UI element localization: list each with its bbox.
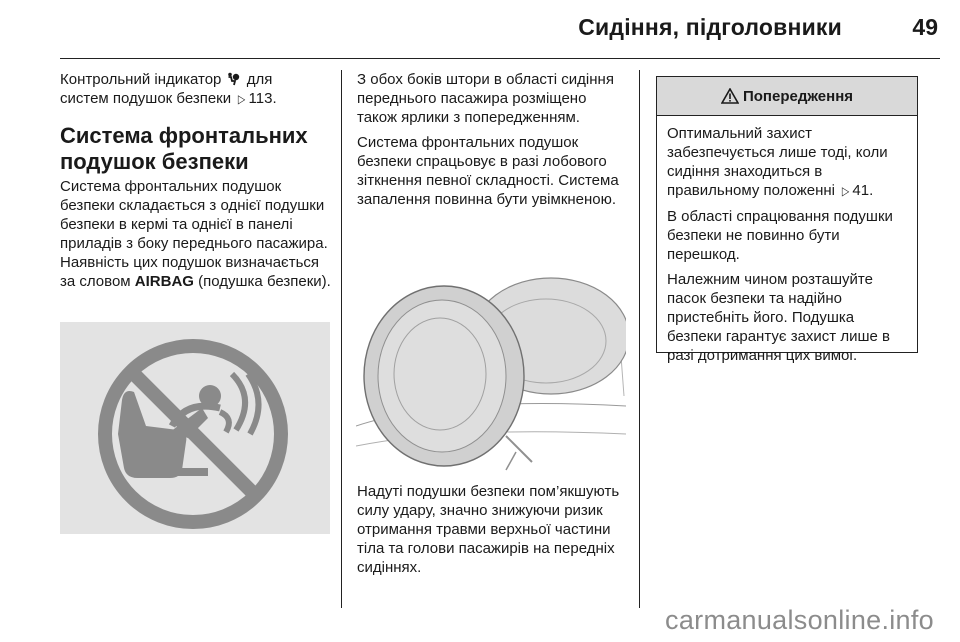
indicator-text-after: для [246,71,273,88]
warning-triangle-icon [721,88,739,104]
indicator-paragraph [60,70,332,109]
ref-arrow-icon: ▷ [238,92,246,106]
front-airbags-text: Система фронтальних подушок безпеки складається з однієї подушки безпеки в кермі та однієї в панелі приладів з боку переднього пасажира. Наявність цих подушок визначається за словом [60,178,328,290]
header-rule [60,58,940,59]
page-number: 49 [912,14,938,40]
warning-paragraph-3: Належним чином розташуйте пасок безпеки та надійно пристебніть його. Подушка безпеки гарантує захист лише в разі дотримання цих вимог. [667,271,890,364]
no-rear-facing-child-seat-figure [60,322,330,534]
warning-box [656,76,918,364]
watermark: carmanualsonline.info [665,605,934,635]
warning-body [657,116,917,365]
seat-position-page-ref[interactable]: 41. [852,182,874,199]
front-airbags-text-end: (подушка безпеки). [198,273,331,290]
column-divider-2 [639,70,640,608]
indicator-text-before: Контрольний індикатор [60,71,222,88]
column-left [60,70,332,297]
airbag-indicator-icon [226,72,240,86]
labels-paragraph: З обох боків штори в області сидіння переднього пасажира розміщено також ярлики з попередженням. [357,71,614,126]
inflated-airbags-illustration [356,256,626,472]
column-middle [357,70,627,215]
front-airbags-paragraph [60,177,332,291]
page-header-title: Сидіння, підголовники [578,14,842,40]
warning-paragraph-1 [667,124,907,201]
deployment-paragraph: Система фронтальних подушок безпеки спрацьовує в разі лобового зіткнення певної складності. Система запалення повинна бути увімкненою. [357,134,619,208]
warning-text-1: Оптимальний захист забезпечується лише тоді, коли сидіння знаходиться в правильному положенні [667,125,888,199]
inflated-airbags-icon [356,256,626,472]
prohibition-sign-icon [60,322,330,534]
indicator-page-ref[interactable]: 113. [248,90,277,107]
airbag-word: AIRBAG [134,273,194,290]
section-heading-front-airbags: Система фронтальних подушок безпеки [60,123,308,174]
ref-arrow-icon: ▷ [842,184,850,198]
indicator-line2: систем подушок безпеки [60,90,232,107]
column-divider-1 [341,70,342,608]
airbag-effect-paragraph: Надуті подушки безпеки пом’якшують силу удару, значно знижуючи ризик отримання травми верхньої частини тіла та голови пасажирів на передніх сидіннях. [357,483,620,576]
warning-paragraph-2: В області спрацювання подушки безпеки не повинно бути перешкод. [667,208,893,263]
warning-header [657,77,917,116]
warning-title: Попередження [742,87,854,105]
